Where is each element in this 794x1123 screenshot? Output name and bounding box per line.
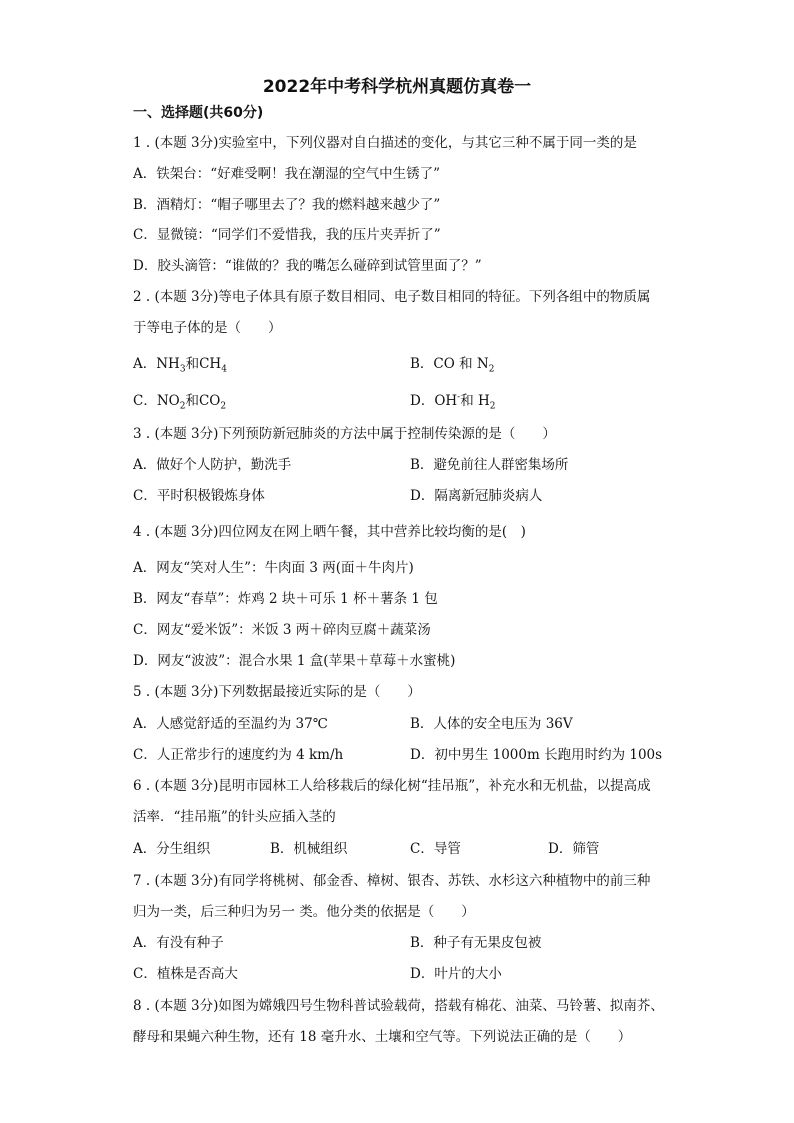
question-6-option-b: B．机械组织 bbox=[270, 841, 348, 857]
question-2-option-d: D．OH-和 $H_2$ bbox=[410, 392, 496, 412]
question-6-option-a: A．分生组织 bbox=[133, 841, 211, 857]
question-2-option-b: B．CO 和 $N_2$ bbox=[410, 356, 495, 375]
question-6-stem-line1: 6 . (本题 3分)昆明市园林工人给移栽后的绿化树“挂吊瓶”，补充水和无机盐，以提高成 bbox=[133, 778, 651, 794]
question-7-stem-line1: 7 . (本题 3分)有同学将桃树、郁金香、樟树、银杏、苏铁、水杉这六种植物中的前三种 bbox=[133, 873, 651, 889]
question-8-stem-line2: 酵母和果蝇六种生物，还有 18 毫升水、土壤和空气等。下列说法正确的是（ ） bbox=[133, 1029, 632, 1045]
question-5-option-d: D．初中男生 1000m 长跑用时约为 100s bbox=[410, 747, 663, 763]
question-3-option-c: C．平时积极锻炼身体 bbox=[133, 488, 265, 504]
question-5-option-b: B．人体的安全电压为 36V bbox=[410, 716, 573, 732]
question-1-option-b: B．酒精灯：“帽子哪里去了？我的燃料越来越少了” bbox=[133, 197, 441, 213]
question-7-stem-line2: 归为一类，后三种归为另一 类。他分类的依据是（ ） bbox=[133, 904, 475, 920]
section-heading: 一、选择题(共60分) bbox=[133, 105, 264, 121]
question-1-option-a: A．铁架台：“好难受啊！我在潮湿的空气中生锈了” bbox=[133, 166, 441, 182]
question-8-stem-line1: 8 . (本题 3分)如图为嫦娥四号生物科普试验载荷，搭载有棉花、油菜、马铃薯、拟南芥、 bbox=[133, 998, 664, 1014]
question-7-option-c: C．植株是否高大 bbox=[133, 966, 238, 982]
question-1-option-d: D．胶头滴管：“谁做的？我的嘴怎么碰碎到试管里面了？” bbox=[133, 258, 482, 274]
question-7-option-d: D．叶片的大小 bbox=[410, 966, 502, 982]
question-7-option-b: B．种子有无果皮包被 bbox=[410, 935, 542, 951]
question-5-option-a: A．人感觉舒适的至温约为 37℃ bbox=[133, 716, 328, 732]
question-1-option-c: C．显微镜：“同学们不爱惜我，我的压片夹弄折了” bbox=[133, 227, 441, 243]
question-6-option-d: D．筛管 bbox=[548, 841, 600, 857]
question-4-stem: 4 . (本题 3分)四位网友在网上晒午餐，其中营养比较均衡的是( ) bbox=[133, 524, 526, 540]
question-2-stem-line1: 2 . (本题 3分)等电子体具有原子数目相同、电子数目相同的特征。下列各组中的物质属 bbox=[133, 289, 651, 305]
question-1-stem: 1 . (本题 3分)实验室中，下列仪器对自白描述的变化，与其它三种不属于同一类的是 bbox=[133, 135, 637, 151]
question-3-option-d: D．隔离新冠肺炎病人 bbox=[410, 488, 543, 504]
question-4-option-a: A．网友“笑对人生”：牛肉面 3 两(面＋牛肉片) bbox=[133, 560, 414, 576]
question-3-stem: 3 . (本题 3分)下列预防新冠肺炎的方法中属于控制传染源的是（ ） bbox=[133, 426, 556, 442]
page-title: 2022年中考科学杭州真题仿真卷一 bbox=[262, 77, 532, 97]
question-2-stem-line2: 于等电子体的是（ ） bbox=[133, 320, 282, 336]
question-2-option-c: C．$NO_2$和$CO_2$ bbox=[133, 393, 227, 412]
question-6-stem-line2: 活率．“挂吊瓶”的针头应插入茎的 bbox=[133, 809, 336, 825]
question-5-option-c: C．人正常步行的速度约为 4 km/h bbox=[133, 747, 344, 763]
question-6-option-c: C．导管 bbox=[410, 841, 461, 857]
question-2-option-a: A．$NH_3$和$CH_4$ bbox=[133, 356, 227, 375]
question-4-option-d: D．网友“波波”：混合水果 1 盒(苹果＋草莓＋水蜜桃) bbox=[133, 653, 456, 669]
question-4-option-b: B．网友“春草”：炸鸡 2 块＋可乐 1 杯＋薯条 1 包 bbox=[133, 591, 438, 607]
question-4-option-c: C．网友“爱米饭”：米饭 3 两＋碎肉豆腐＋蔬菜汤 bbox=[133, 622, 431, 638]
question-3-option-a: A．做好个人防护，勤洗手 bbox=[133, 457, 292, 473]
question-3-option-b: B．避免前往人群密集场所 bbox=[410, 457, 569, 473]
question-5-stem: 5 . (本题 3分)下列数据最接近实际的是（ ） bbox=[133, 684, 421, 700]
question-7-option-a: A．有没有种子 bbox=[133, 935, 224, 951]
